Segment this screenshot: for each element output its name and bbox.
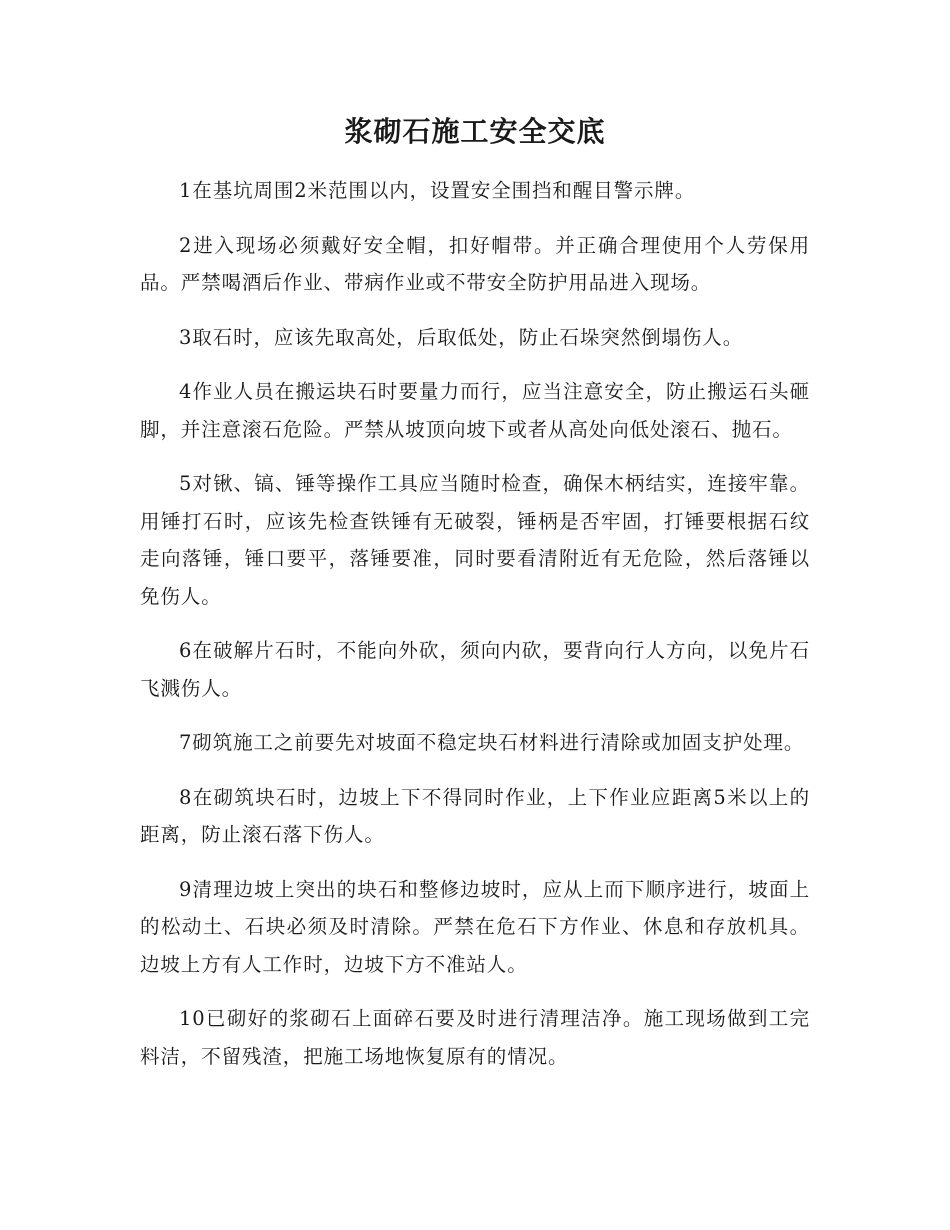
paragraph-10: 10已砌好的浆砌石上面碎石要及时进行清理洁净。施工现场做到工完料洁，不留残渣，把施工场地恢复原有的情况。 xyxy=(140,1007,810,1068)
document-body xyxy=(140,172,810,1075)
paragraph-6: 6在破解片石时，不能向外砍，须向内砍，要背向行人方向，以免片石飞溅伤人。 xyxy=(140,639,810,700)
paragraph-3: 3取石时，应该先取高处，后取低处，防止石垛突然倒塌伤人。 xyxy=(179,325,744,349)
paragraph-9: 9清理边坡上突出的块石和整修边坡时，应从上而下顺序进行，坡面上的松动土、石块必须及时清除。严禁在危石下方作业、休息和存放机具。边坡上方有人工作时，边坡下方不准站人。 xyxy=(140,877,810,976)
paragraph-8: 8在砌筑块石时，边坡上下不得同时作业，上下作业应距离5米以上的距离，防止滚石落下伤人。 xyxy=(140,785,810,846)
paragraph-7: 7砌筑施工之前要先对坡面不稳定块石材料进行清除或加固支护处理。 xyxy=(179,731,805,754)
paragraph-2: 2进入现场必须戴好安全帽，扣好帽带。并正确合理使用个人劳保用品。严禁喝酒后作业、带病作业或不带安全防护用品进入现场。 xyxy=(140,233,810,294)
document-title: 浆砌石施工安全交底 xyxy=(344,115,606,148)
paragraph-4: 4作业人员在搬运块石时要量力而行，应当注意安全，防止搬运石头砸脚，并注意滚石危险。严禁从坡顶向坡下或者从高处向低处滚石、抛石。 xyxy=(140,380,810,441)
paragraph-5: 5对锹、镐、锤等操作工具应当随时检查，确保木柄结实，连接牢靠。用锤打石时，应该先检查铁锤有无破裂，锤柄是否牢固，打锤要根据石纹走向落锤，锤口要平，落锤要准，同时要看清附近有无危险，然后落锤以免伤人。 xyxy=(140,472,810,608)
paragraph-1: 1在基坑周围2米范围以内，设置安全围挡和醒目警示牌。 xyxy=(179,179,696,202)
